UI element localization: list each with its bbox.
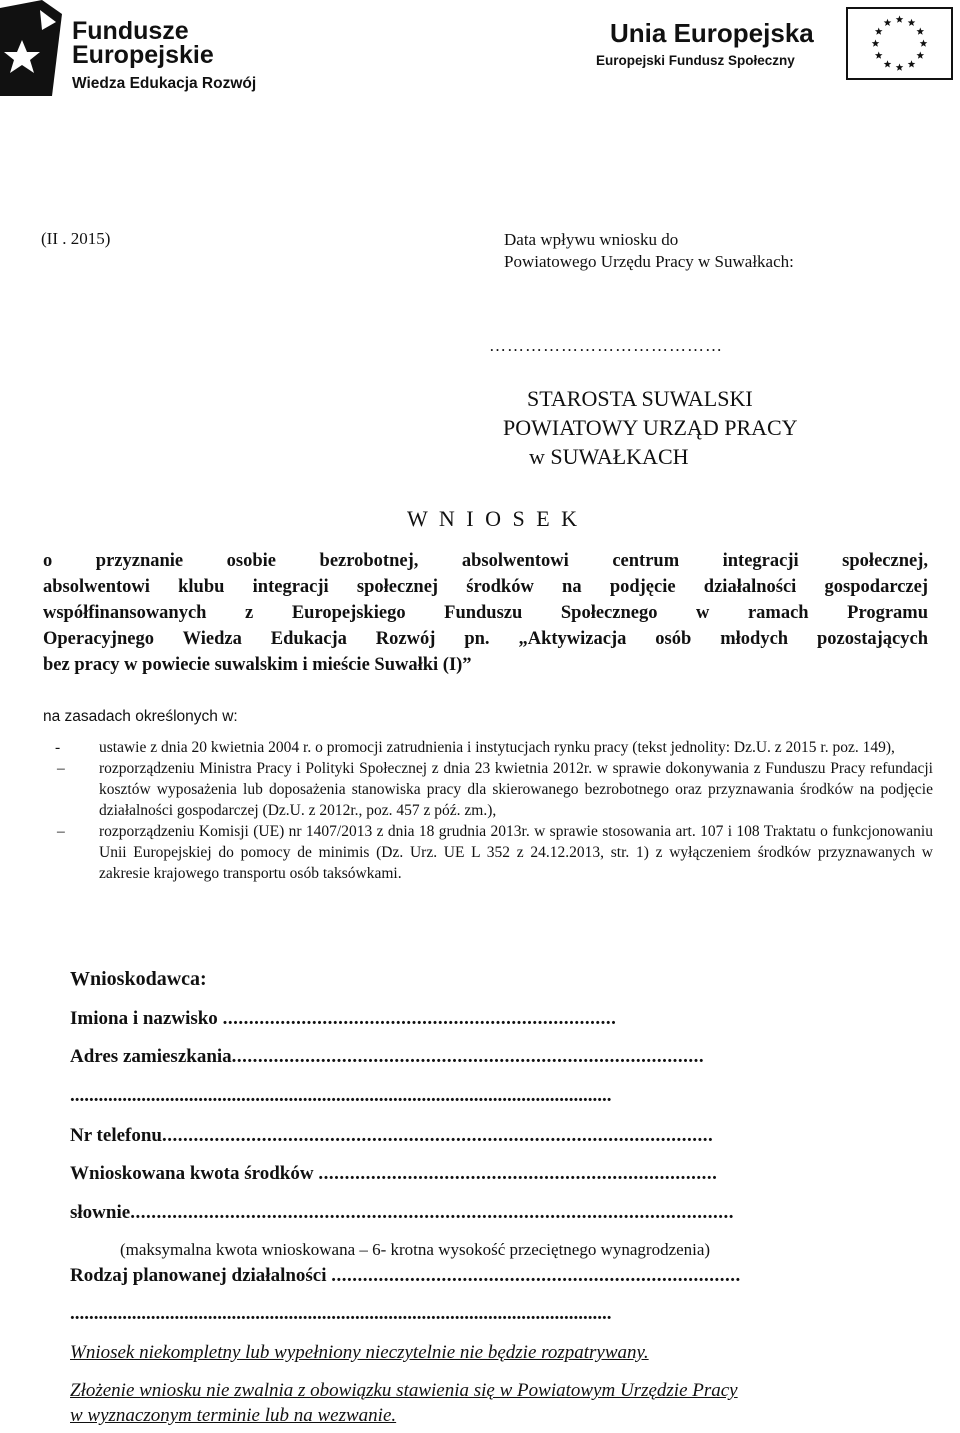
list-bullet: –: [57, 760, 65, 777]
appearance-notice-line2: w wyznaczonym terminie lub na wezwanie.: [70, 1405, 397, 1426]
name-input[interactable]: ...........................................................................: [222, 1008, 617, 1029]
list-item-text: ustawie z dnia 20 kwietnia 2004 r. o promocji zatrudnienia i instytucjach rynku pracy (tekst jednolity: Dz.U. z 2015 r. poz. 149),: [99, 739, 895, 756]
amount-limit-note: (maksymalna kwota wnioskowana – 6- krotna wysokość przeciętnego wynagrodzenia): [120, 1240, 711, 1259]
list-item-text: rozporządzeniu Komisji (UE) nr 1407/2013 z dnia 18 grudnia 2013r. w sprawie stosowania art. 107 i 108 Traktatu o funkcjonowaniu Unii Europejskiej do pomocy de minimis (Dz. Urz. UE L 352 z 24.12.2013, str. 1) z wyłączeniem środków przyznawanych w zakresie krajowego transportu osób taksówkami.: [99, 823, 933, 882]
addressee: [503, 384, 798, 471]
fe-logo-title-line1: Fundusze: [72, 17, 189, 45]
activity-type-input[interactable]: ..............................................................................: [331, 1265, 741, 1286]
incomplete-application-warning: Wniosek niekompletny lub wypełniony nieczytelnie nie będzie rozpatrywany.: [70, 1342, 649, 1363]
list-item-text: rozporządzeniu Ministra Pracy i Polityki Społecznej z dnia 23 kwietnia 2012r. w sprawie dokonywania z Funduszu Pracy refundacji kosztów wyposażenia lub doposażenia stanowiska pracy dla skierowanego bezrobotnego oraz przyznawania środków na podjęcie działalności gospodarczej (Dz.U. z 2012r., poz. 457 z póź. zm.),: [99, 760, 933, 819]
legal-basis-intro: na zasadach określonych w:: [43, 708, 238, 725]
subject-line4: Operacyjnego Wiedza Edukacja Rozwój pn. „Aktywizacja osób młodych pozostających: [43, 629, 928, 649]
receipt-date-label-line1: Data wpływu wniosku do: [504, 230, 679, 249]
subject-line2: absolwentowi klubu integracji społecznej środków na podjęcie działalności gospodarczej: [43, 577, 928, 597]
fundusze-europejskie-logo-icon: [0, 0, 62, 96]
subject-line5: bez pracy w powiecie suwalskim i mieście Suwałki (I)”: [43, 655, 472, 675]
form-version: (II . 2015): [41, 229, 111, 248]
eu-flag-icon: [846, 7, 953, 80]
amount-in-words-input[interactable]: ...................................................................................................................: [130, 1202, 734, 1223]
list-item: [43, 821, 933, 884]
document-title: W N I O S E K: [407, 506, 581, 531]
activity-type-label: Rodzaj planowanej działalności: [70, 1265, 327, 1286]
words-field-row: [70, 1202, 734, 1224]
fe-logo-subtitle: Wiedza Edukacja Rozwój: [72, 75, 257, 92]
addressee-line2: POWIATOWY URZĄD PRACY: [503, 415, 798, 440]
addressee-line3: w SUWAŁKACH: [529, 444, 689, 469]
subject-line3: współfinansowanych z Europejskiego Funduszu Społecznego w ramach Programu: [43, 603, 928, 623]
address-input-line2[interactable]: ..................................................................................................................: [70, 1085, 612, 1106]
amount-label: Wnioskowana kwota środków: [70, 1163, 314, 1184]
appearance-notice-line1: Złożenie wniosku nie zwalnia z obowiązku stawienia się w Powiatowym Urzędzie Pracy: [70, 1380, 738, 1401]
amount-in-words-label: słownie: [70, 1202, 131, 1223]
list-item: [43, 737, 933, 758]
legal-basis-list: [43, 737, 933, 884]
receipt-date-label-line2: Powiatowego Urzędu Pracy w Suwałkach:: [504, 252, 794, 271]
application-subject: [43, 548, 928, 678]
list-item: [43, 758, 933, 821]
list-bullet: -: [55, 739, 61, 756]
name-label: Imiona i nazwisko: [70, 1008, 218, 1029]
amount-input[interactable]: ............................................................................: [318, 1163, 718, 1184]
ue-logo-subtitle: Europejski Fundusz Społeczny: [596, 53, 795, 68]
applicant-heading: Wnioskodawca:: [70, 968, 207, 990]
addressee-line1: STAROSTA SUWALSKI: [527, 386, 753, 411]
fe-logo-title: [72, 19, 214, 67]
phone-input[interactable]: .........................................................................................................: [162, 1125, 714, 1146]
receipt-date-label: [504, 229, 794, 273]
activity-type-input-line2[interactable]: ..................................................................................................................: [70, 1303, 612, 1324]
address-label: Adres zamieszkania: [70, 1046, 232, 1067]
address-field-row: [70, 1046, 704, 1068]
phone-label: Nr telefonu: [70, 1125, 162, 1146]
ue-logo-title: Unia Europejska: [610, 18, 814, 48]
fe-logo-title-line2: Europejskie: [72, 41, 214, 69]
address-input[interactable]: ..........................................................................................: [231, 1046, 705, 1067]
activity-field-row: [70, 1265, 741, 1287]
amount-field-row: [70, 1163, 717, 1185]
receipt-date-field[interactable]: …………………………………: [489, 336, 723, 355]
name-field-row: [70, 1008, 616, 1030]
list-bullet: –: [57, 823, 65, 840]
phone-field-row: [70, 1125, 713, 1147]
subject-line1: o przyznanie osobie bezrobotnej, absolwentowi centrum integracji społecznej,: [43, 551, 928, 571]
